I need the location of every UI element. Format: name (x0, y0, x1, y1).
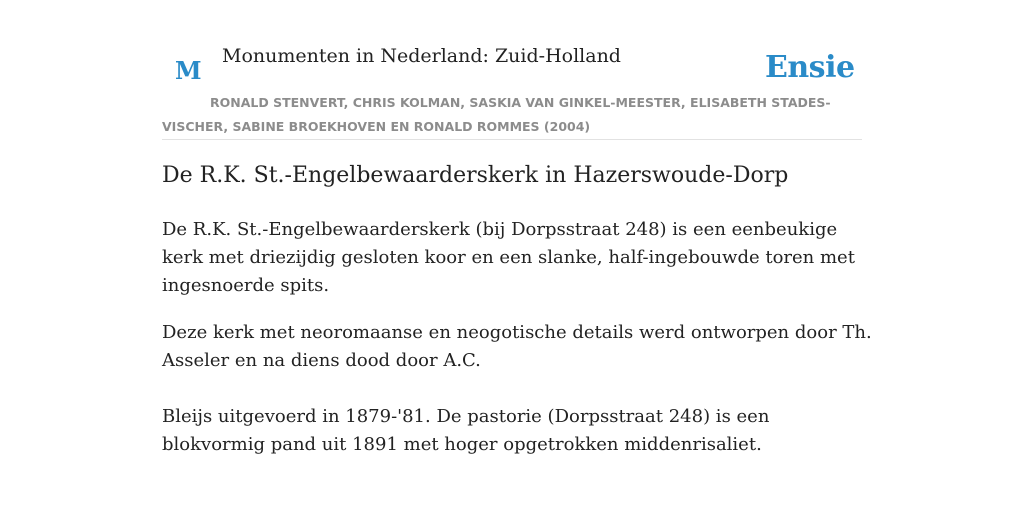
article-paragraph-2: Deze kerk met neoromaanse en neogotische details werd ontworpen door Th. Asseler en na diens dood door A.C. (162, 322, 872, 371)
authors-credit: RONALD STENVERT, CHRIS KOLMAN, SASKIA VAN GINKEL-MEESTER, ELISABETH STADES-VISCHER, SABINE BROEKHOVEN EN RONALD ROMMES (2004) (162, 95, 831, 134)
article-title: De R.K. St.-Engelbewaarderskerk in Hazerswoude-Dorp (162, 163, 789, 188)
book-title[interactable]: Monumenten in Nederland: Zuid-Holland (222, 45, 621, 67)
article-paragraph-3: Bleijs uitgevoerd in 1879-'81. De pastorie (Dorpsstraat 248) is een blokvormig pand uit 1891 met hoger opgetrokken middenrisaliet. (162, 406, 770, 455)
header-divider (162, 139, 862, 140)
book-logo-link[interactable]: M (175, 56, 202, 85)
ensie-logo-link[interactable]: Ensie (765, 50, 855, 85)
article-paragraph-1: De R.K. St.-Engelbewaarderskerk (bij Dorpsstraat 248) is een eenbeukige kerk met driezijdig gesloten koor en een slanke, half-ingebouwde toren met ingesnoerde spits. (162, 219, 855, 296)
